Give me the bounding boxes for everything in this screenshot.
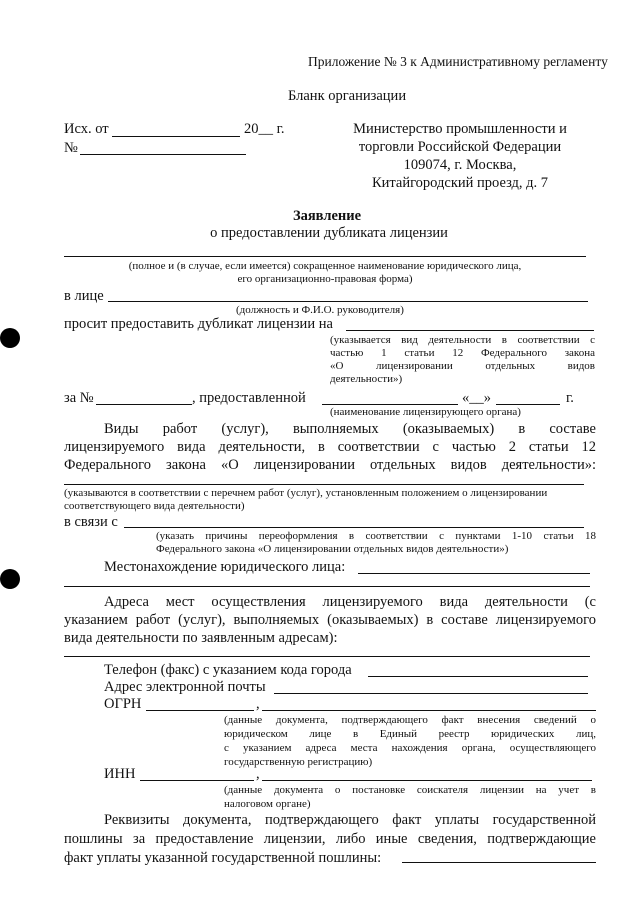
activity-hint: (указывается вид деятельности в соответствии с частью 1 статьи 12 Федерального закона «О лицензировании отдельных видов деятельности») [330, 334, 595, 385]
outgoing-date-field[interactable] [112, 136, 240, 137]
issuing-authority-field[interactable] [322, 404, 458, 405]
representative-field[interactable] [108, 301, 588, 302]
addresses-field[interactable] [64, 656, 590, 657]
outgoing-number-label: № [64, 140, 78, 156]
inn-hint: (данные документа о постановке соискателя лицензии на учет в налоговом органе) [224, 784, 596, 810]
license-number-label: за № [64, 390, 94, 406]
addresses-paragraph: Адреса мест осуществления лицензируемого вида деятельности (с указанием работ (услуг), выполняемых (оказываемых) в составе лицензируемого вида деятельности по заявленным адресам): [64, 594, 596, 646]
outgoing-number-field[interactable] [80, 154, 246, 155]
inn-label: ИНН [104, 766, 136, 782]
legal-name-hint: (полное и (в случае, если имеется) сокращенное наименование юридического лица, его организационно-правовая форма) [128, 260, 522, 285]
authority-hint: (наименование лицензирующего органа) [330, 406, 521, 418]
inn-document-field[interactable] [262, 780, 592, 781]
works-hint: (указываются в соответствии с перечнем работ (услуг), установленным положением о лицензировании соответствующего вида деятельности) [64, 487, 548, 512]
requisites-field[interactable] [402, 862, 596, 863]
ogrn-hint: (данные документа, подтверждающего факт внесения сведений о юридическом лице в Единый реестр юридических лиц, с указанием адреса места нахождения органа, осуществляющего государственную регистрацию) [224, 714, 596, 768]
outgoing-year: 20__ г. [244, 121, 285, 137]
inn-field[interactable] [140, 780, 254, 781]
ogrn-label: ОГРН [104, 696, 142, 712]
statement-title: Заявление [292, 208, 362, 224]
statement-subtitle: о предоставлении дубликата лицензии [210, 225, 448, 241]
in-person-label: в лице [64, 288, 104, 304]
legal-name-field[interactable] [64, 256, 586, 257]
punch-hole-mark [0, 569, 20, 589]
ogrn-document-field[interactable] [262, 710, 596, 711]
blank-title: Бланк организации [288, 88, 407, 104]
license-number-field[interactable] [96, 404, 192, 405]
works-field[interactable] [64, 484, 584, 485]
reason-hint: (указать причины переоформления в соответствии с пунктами 1-10 статьи 18 Федерального закона «О лицензировании отдельных видов деятельности») [156, 530, 596, 555]
location-field[interactable] [358, 573, 590, 574]
reason-label: в связи с [64, 514, 118, 530]
license-year: г. [566, 390, 574, 406]
issued-label: , предоставленной [192, 390, 306, 406]
works-paragraph: Виды работ (услуг), выполняемых (оказываемых) в составе лицензируемого вида деятельности, в соответствии с частью 2 статьи 12 Федерального закона «О лицензировании отдельных видов деятельности»: [64, 421, 596, 473]
license-date-day: «__» [462, 390, 491, 406]
location-label: Местонахождение юридического лица: [104, 559, 346, 575]
phone-label: Телефон (факс) с указанием кода города [104, 662, 352, 678]
punch-hole-mark [0, 328, 20, 348]
ogrn-field[interactable] [146, 710, 254, 711]
outgoing-from-label: Исх. от [64, 121, 109, 137]
asks-text: просит предоставить дубликат лицензии на [64, 316, 333, 332]
license-date-month-field[interactable] [496, 404, 560, 405]
ogrn-comma: , [256, 696, 260, 712]
reason-field[interactable] [124, 527, 584, 528]
email-field[interactable] [274, 693, 588, 694]
position-hint: (должность и Ф.И.О. руководителя) [236, 304, 404, 316]
inn-comma: , [256, 766, 260, 782]
requisites-paragraph: Реквизиты документа, подтверждающего факт уплаты государственной пошлины за предоставление лицензии, либо иные сведения, подтверждающие факт уплаты указанной государственной пошлины: [64, 812, 596, 866]
email-label: Адрес электронной почты [104, 679, 266, 695]
appendix-note: Приложение № 3 к Административному регламенту [308, 54, 608, 69]
phone-field[interactable] [368, 676, 588, 677]
location-field-continued[interactable] [64, 586, 590, 587]
addressee-block: Министерство промышленности и торговли Российской Федерации 109074, г. Москва, Китайгородский проезд, д. 7 [353, 121, 567, 191]
activity-field[interactable] [346, 330, 594, 331]
